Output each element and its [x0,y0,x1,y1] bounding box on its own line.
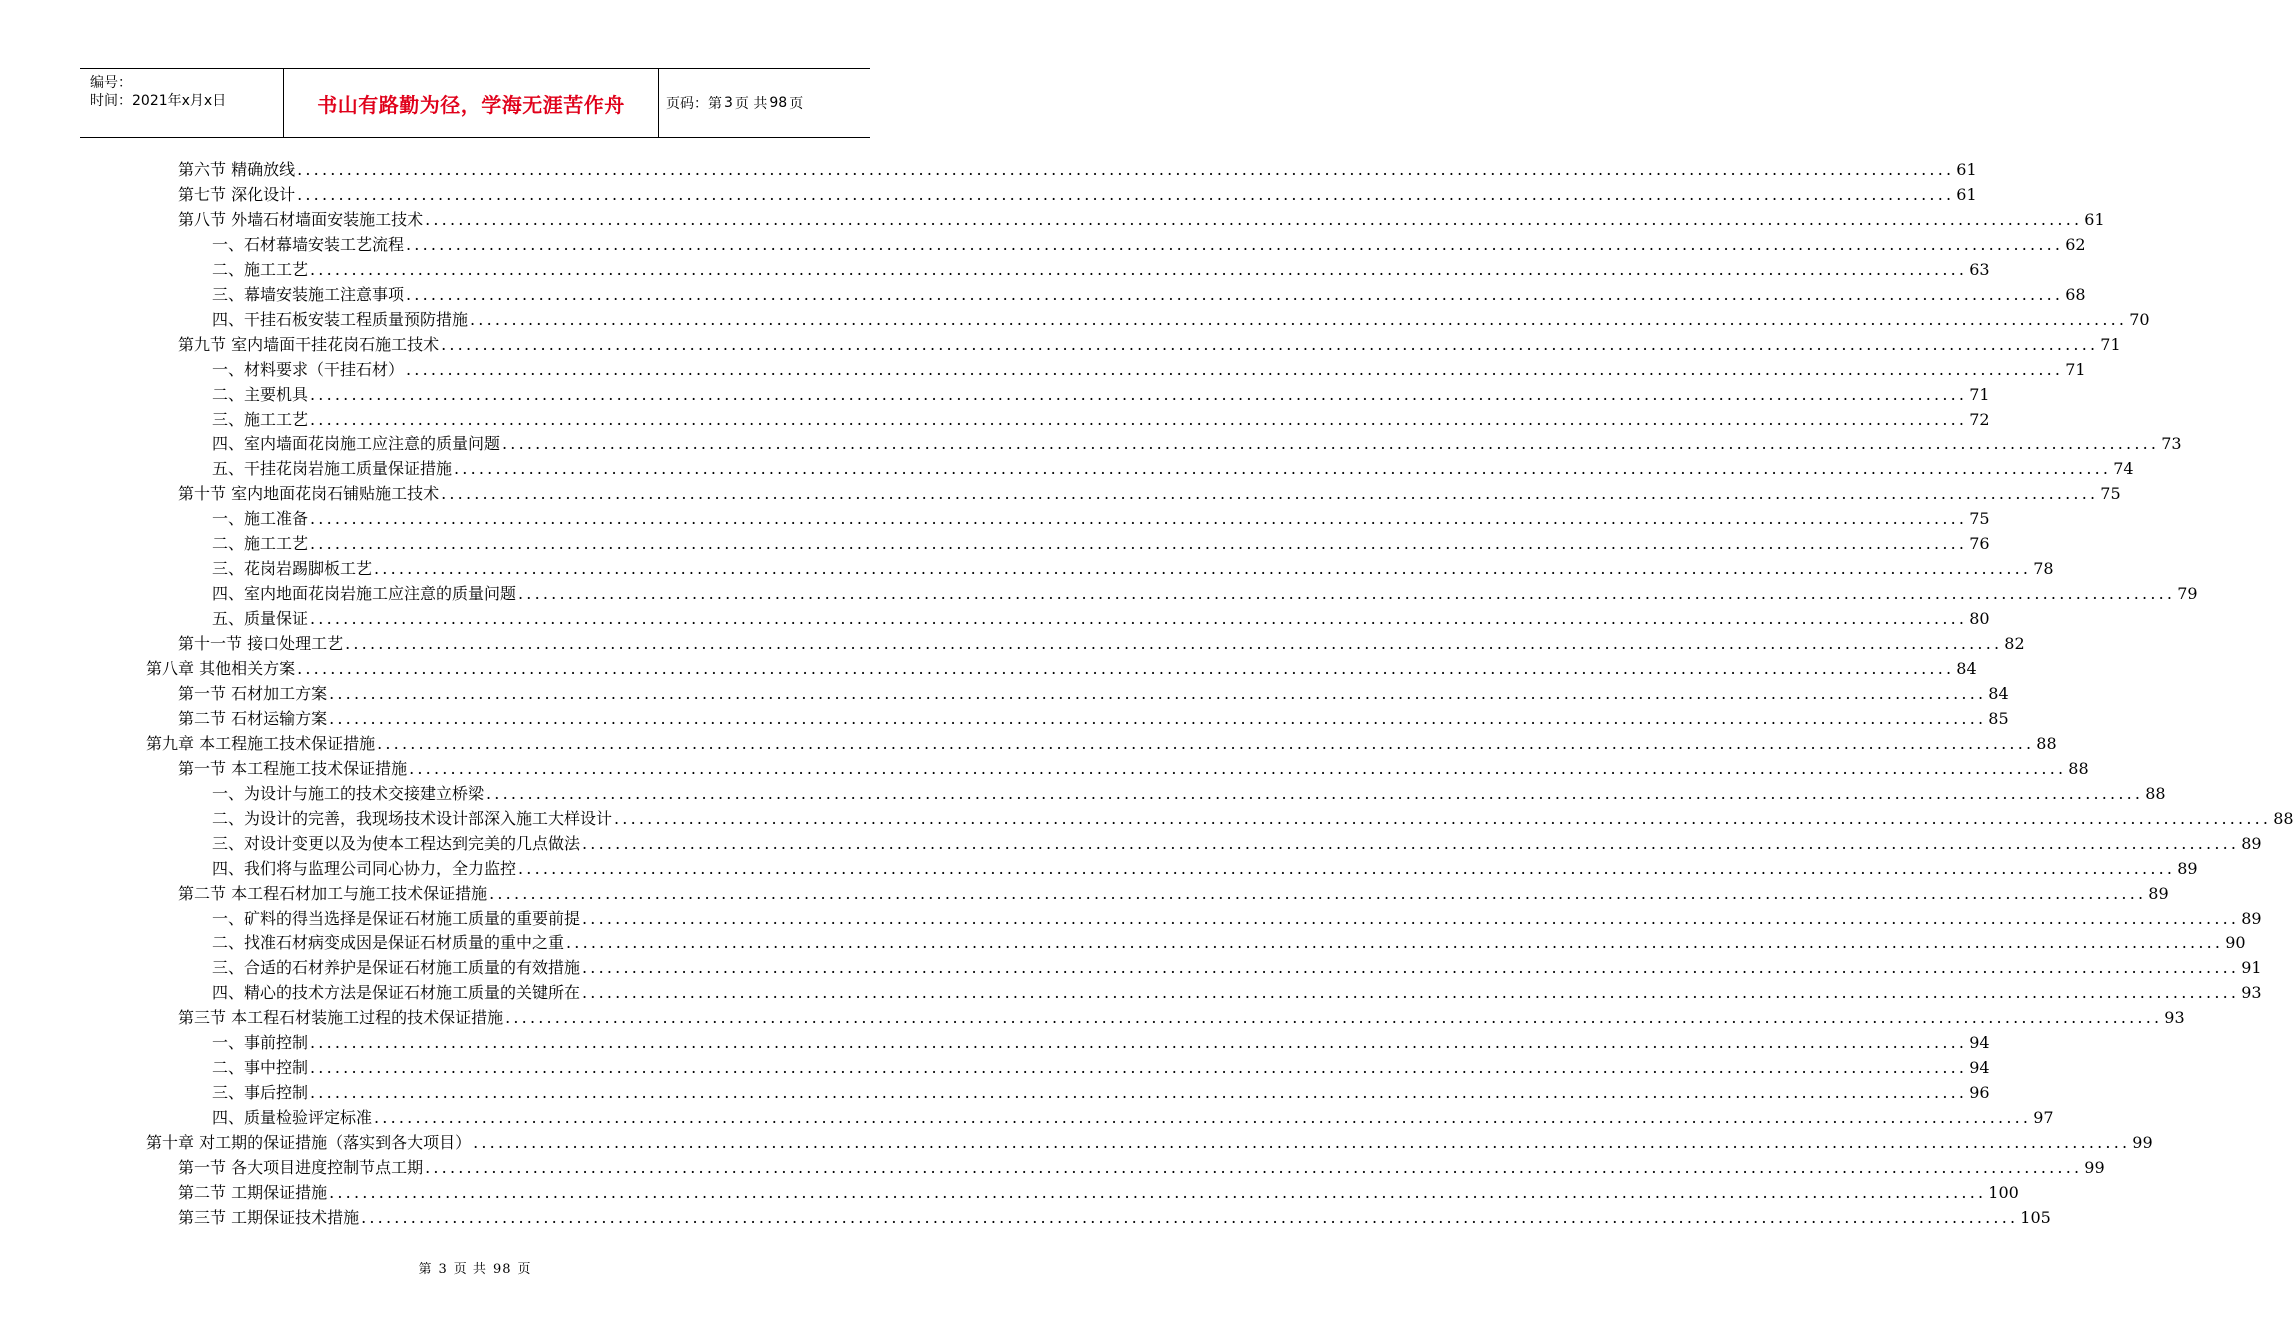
toc-entry-title: 二、施工工艺 [212,534,309,554]
toc-entry-page: 80 [1969,609,1990,629]
toc-leader-dots: ........................................................................................................................................................................................................ [310,384,1968,404]
toc-leader-dots: ........................................................................................................................................................................................................ [310,509,1968,529]
toc-entry-page: 88 [2273,808,2294,828]
toc-leader-dots: ........................................................................................................................................................................................................ [470,309,2128,329]
toc-entry-title: 第十一节 接口处理工艺 [178,634,344,654]
toc-entry-title: 五、质量保证 [212,609,309,629]
toc-entry-page: 99 [2132,1133,2153,1153]
toc-leader-dots: ........................................................................................................................................................................................................ [486,783,2144,803]
toc-entry-page: 94 [1969,1058,1990,1078]
header-page-number: 3 [724,95,733,111]
toc-leader-dots: ........................................................................................................................................................................................................ [582,958,2240,978]
toc-entry[interactable] [212,408,1990,432]
toc-entry-page: 63 [1969,259,1990,279]
toc-entry[interactable] [178,1206,2051,1230]
toc-leader-dots: ........................................................................................................................................................................................................ [518,584,2176,604]
toc-entry-page: 73 [2161,434,2182,454]
toc-leader-dots: ........................................................................................................................................................................................................ [329,683,1987,703]
toc-entry[interactable] [212,607,1990,631]
toc-entry-page: 89 [2177,858,2198,878]
toc-entry-title: 五、干挂花岗岩施工质量保证措施 [212,459,453,479]
toc-entry[interactable] [212,907,2262,931]
toc-entry[interactable] [178,183,1977,207]
toc-leader-dots: ........................................................................................................................................................................................................ [345,634,2003,654]
toc-leader-dots: ........................................................................................................................................................................................................ [310,1058,1968,1078]
toc-leader-dots: ........................................................................................................................................................................................................ [614,808,2272,828]
header-doc-number: 编号： [90,75,132,91]
header-slogan: 书山有路勤为径，学海无涯苦作舟 [283,69,659,137]
toc-entry-title: 一、石材幕墙安装工艺流程 [212,234,405,254]
toc-entry[interactable] [212,782,2166,806]
toc-entry-title: 第八章 其他相关方案 [146,659,296,678]
toc-entry-page: 97 [2033,1108,2054,1128]
toc-entry-title: 第二节 本工程石材加工与施工技术保证措施 [178,883,488,903]
toc-entry[interactable] [212,832,2262,856]
toc-entry-page: 62 [2065,234,2086,254]
toc-entry[interactable] [178,682,2009,706]
toc-entry[interactable] [178,1006,2185,1030]
toc-entry-title: 三、合适的石材养护是保证石材施工质量的有效措施 [212,958,581,978]
toc-leader-dots: ........................................................................................................................................................................................................ [566,933,2224,953]
toc-entry-page: 84 [1956,659,1977,678]
toc-entry[interactable] [178,757,2089,781]
toc-leader-dots: ........................................................................................................................................................................................................ [374,1108,2032,1128]
toc-entry[interactable] [212,383,1990,407]
toc-entry-page: 105 [2020,1207,2051,1227]
toc-entry[interactable] [212,457,2134,481]
toc-entry-page: 61 [1956,184,1977,204]
header-meta [80,69,283,137]
toc-entry[interactable] [212,532,1990,556]
toc-entry-page: 89 [2148,883,2169,903]
toc-entry-title: 第三节 工期保证技术措施 [178,1207,360,1227]
toc-leader-dots: ........................................................................................................................................................................................................ [406,234,2064,254]
toc-entry[interactable] [212,1081,1990,1105]
toc-entry[interactable] [146,657,1977,681]
toc-entry[interactable] [212,358,2086,382]
toc-leader-dots: ........................................................................................................................................................................................................ [310,609,1968,629]
toc-entry-title: 第二节 石材运输方案 [178,708,328,728]
toc-leader-dots: ........................................................................................................................................................................................................ [310,534,1968,554]
toc-entry[interactable] [212,931,2246,955]
toc-entry-page: 72 [1969,409,1990,429]
toc-entry-page: 79 [2177,584,2198,604]
toc-leader-dots: ........................................................................................................................................................................................................ [377,733,2035,753]
toc-leader-dots: ........................................................................................................................................................................................................ [505,1008,2163,1028]
toc-leader-dots: ........................................................................................................................................................................................................ [329,708,1987,728]
toc-entry-page: 88 [2145,783,2166,803]
toc-entry-page: 88 [2068,758,2089,778]
toc-entry-page: 71 [2100,334,2121,354]
toc-entry-title: 第九章 本工程施工技术保证措施 [146,733,376,753]
toc-entry-page: 71 [2065,359,2086,379]
toc-leader-dots: ........................................................................................................................................................................................................ [310,1033,1968,1053]
toc-entry-title: 三、幕墙安装施工注意事项 [212,284,405,304]
toc-leader-dots: ........................................................................................................................................................................................................ [406,284,2064,304]
toc-entry-page: 96 [1969,1083,1990,1103]
toc-entry[interactable] [178,882,2169,906]
toc-entry-title: 一、材料要求（干挂石材） [212,359,405,379]
toc-entry-page: 88 [2036,733,2057,753]
header-page-label: 页码：第 [666,96,722,112]
footer-page-total: 98 [492,1262,512,1277]
toc-entry-title: 一、施工准备 [212,509,309,529]
toc-entry-title: 第六节 精确放线 [178,160,296,179]
toc-leader-dots: ........................................................................................................................................................................................................ [329,1182,1987,1202]
toc-entry-page: 93 [2241,983,2262,1003]
toc-entry-title: 二、找准石材病变成因是保证石材质量的重中之重 [212,933,565,953]
toc-entry[interactable] [212,857,2198,881]
toc-entry-page: 89 [2241,908,2262,928]
toc-entry[interactable] [212,807,2294,831]
toc-entry-title: 第七节 深化设计 [178,184,296,204]
toc-leader-dots: ........................................................................................................................................................................................................ [582,908,2240,928]
toc-entry[interactable] [212,557,2054,581]
toc-entry-page: 75 [1969,509,1990,529]
footer-page-number: 3 [438,1262,448,1277]
toc-entry[interactable] [212,432,2182,456]
toc-entry-title: 三、花岗岩踢脚板工艺 [212,559,373,579]
toc-leader-dots: ........................................................................................................................................................................................................ [454,459,2112,479]
toc-entry-page: 94 [1969,1033,1990,1053]
toc-entry-title: 一、矿料的得当选择是保证石材施工质量的重要前提 [212,908,581,928]
toc-entry-title: 第一节 石材加工方案 [178,683,328,703]
toc-entry-page: 84 [1988,683,2009,703]
toc-entry-title: 二、为设计的完善，我现场技术设计部深入施工大样设计 [212,808,613,828]
toc-entry[interactable] [178,333,2121,357]
toc-leader-dots: ........................................................................................................................................................................................................ [310,1083,1968,1103]
toc-entry-title: 四、质量检验评定标准 [212,1108,373,1128]
toc-entry[interactable] [212,258,1990,282]
toc-leader-dots: ........................................................................................................................................................................................................ [502,434,2160,454]
toc-entry[interactable] [212,956,2262,980]
toc-entry-page: 93 [2164,1008,2185,1028]
toc-leader-dots: ........................................................................................................................................................................................................ [441,484,2099,504]
toc-entry[interactable] [212,1056,1990,1080]
toc-entry[interactable] [212,582,2198,606]
toc-entry-page: 70 [2129,309,2150,329]
toc-leader-dots: ........................................................................................................................................................................................................ [582,983,2240,1003]
toc-entry-title: 第一节 本工程施工技术保证措施 [178,758,408,778]
toc-entry-title: 二、事中控制 [212,1058,309,1078]
toc-leader-dots: ........................................................................................................................................................................................................ [297,184,1955,204]
page-header [80,68,870,138]
toc-entry-page: 76 [1969,534,1990,554]
toc-leader-dots: ........................................................................................................................................................................................................ [374,559,2032,579]
toc-leader-dots: ........................................................................................................................................................................................................ [406,359,2064,379]
toc-entry-title: 第一节 各大项目进度控制节点工期 [178,1158,424,1177]
toc-entry-title: 四、室内地面花岗岩施工应注意的质量问题 [212,584,517,604]
toc-leader-dots: ........................................................................................................................................................................................................ [518,858,2176,878]
toc-entry[interactable] [212,1106,2054,1130]
toc-entry-page: 100 [1988,1182,2019,1202]
header-page-total: 98 [769,95,788,111]
toc-entry[interactable] [146,732,2057,756]
toc-entry-title: 第三节 本工程石材装施工过程的技术保证措施 [178,1008,504,1028]
toc-entry-page: 75 [2100,484,2121,504]
toc-entry[interactable] [212,1031,1990,1055]
toc-entry-title: 四、精心的技术方法是保证石材施工质量的关键所在 [212,983,581,1003]
toc-leader-dots: ........................................................................................................................................................................................................ [489,883,2147,903]
toc-entry-page: 74 [2113,459,2134,479]
toc-entry[interactable] [178,158,1977,182]
toc-entry[interactable] [212,981,2262,1005]
footer-pre: 第 [418,1262,433,1277]
toc-leader-dots: ........................................................................................................................................................................................................ [425,209,2083,229]
toc-entry[interactable] [212,233,2086,257]
toc-entry-page: 61 [2084,209,2105,229]
toc-entry-page: 68 [2065,284,2086,304]
toc-entry[interactable] [178,1156,2105,1180]
toc-entry-page: 61 [1956,160,1977,179]
toc-entry[interactable] [178,707,2009,731]
toc-entry-page: 82 [2004,634,2025,654]
toc-entry[interactable] [212,283,2086,307]
toc-leader-dots: ........................................................................................................................................................................................................ [425,1158,2083,1177]
toc-entry-title: 四、干挂石板安装工程质量预防措施 [212,309,469,329]
header-page-info [658,69,870,137]
toc-entry-title: 一、为设计与施工的技术交接建立桥梁 [212,783,485,803]
toc-entry-page: 78 [2033,559,2054,579]
toc-entry-title: 一、事前控制 [212,1033,309,1053]
toc-leader-dots: ........................................................................................................................................................................................................ [310,409,1968,429]
toc-entry-title: 第十章 对工期的保证措施（落实到各大项目） [146,1133,472,1153]
toc-entry-title: 三、事后控制 [212,1083,309,1103]
toc-entry[interactable] [212,507,1990,531]
toc-entry[interactable] [178,632,2025,656]
header-date: 时间：2021年x月x日 [90,93,227,109]
toc-entry-title: 第八节 外墙石材墙面安装施工技术 [178,209,424,229]
toc-leader-dots: ........................................................................................................................................................................................................ [310,259,1968,279]
toc-entry[interactable] [178,482,2121,506]
toc-entry-page: 71 [1969,384,1990,404]
toc-entry[interactable] [212,308,2150,332]
toc-leader-dots: ........................................................................................................................................................................................................ [361,1207,2019,1227]
toc-entry-title: 三、对设计变更以及为使本工程达到完美的几点做法 [212,833,581,853]
toc-entry-title: 四、我们将与监理公司同心协力，全力监控 [212,858,517,878]
toc-leader-dots: ........................................................................................................................................................................................................ [297,659,1955,678]
toc-entry[interactable] [178,1181,2019,1205]
header-page-mid: 页 共 [734,96,768,112]
toc-leader-dots: ........................................................................................................................................................................................................ [297,160,1955,179]
footer-mid: 页 共 [453,1262,487,1277]
footer-end: 页 [517,1262,532,1277]
toc-entry-page: 90 [2225,933,2246,953]
toc-entry-page: 89 [2241,833,2262,853]
toc-entry-page: 99 [2084,1158,2105,1177]
toc-leader-dots: ........................................................................................................................................................................................................ [441,334,2099,354]
toc-leader-dots: ........................................................................................................................................................................................................ [473,1133,2131,1153]
toc-entry-title: 三、施工工艺 [212,409,309,429]
toc-leader-dots: ........................................................................................................................................................................................................ [582,833,2240,853]
toc-entry-title: 四、室内墙面花岗施工应注意的质量问题 [212,434,501,454]
toc-entry-title: 第九节 室内墙面干挂花岗石施工技术 [178,334,440,354]
toc-entry-page: 85 [1988,708,2009,728]
toc-entry-title: 二、施工工艺 [212,259,309,279]
toc-entry-title: 第十节 室内地面花岗石铺贴施工技术 [178,484,440,504]
toc-entry[interactable] [178,208,2105,232]
header-page-end: 页 [789,96,804,112]
toc-leader-dots: ........................................................................................................................................................................................................ [409,758,2067,778]
toc-entry[interactable] [146,1131,2153,1155]
toc-entry-title: 二、主要机具 [212,384,309,404]
toc-entry-title: 第二节 工期保证措施 [178,1182,328,1202]
page-footer [0,1258,950,1277]
toc-entry-page: 91 [2241,958,2262,978]
